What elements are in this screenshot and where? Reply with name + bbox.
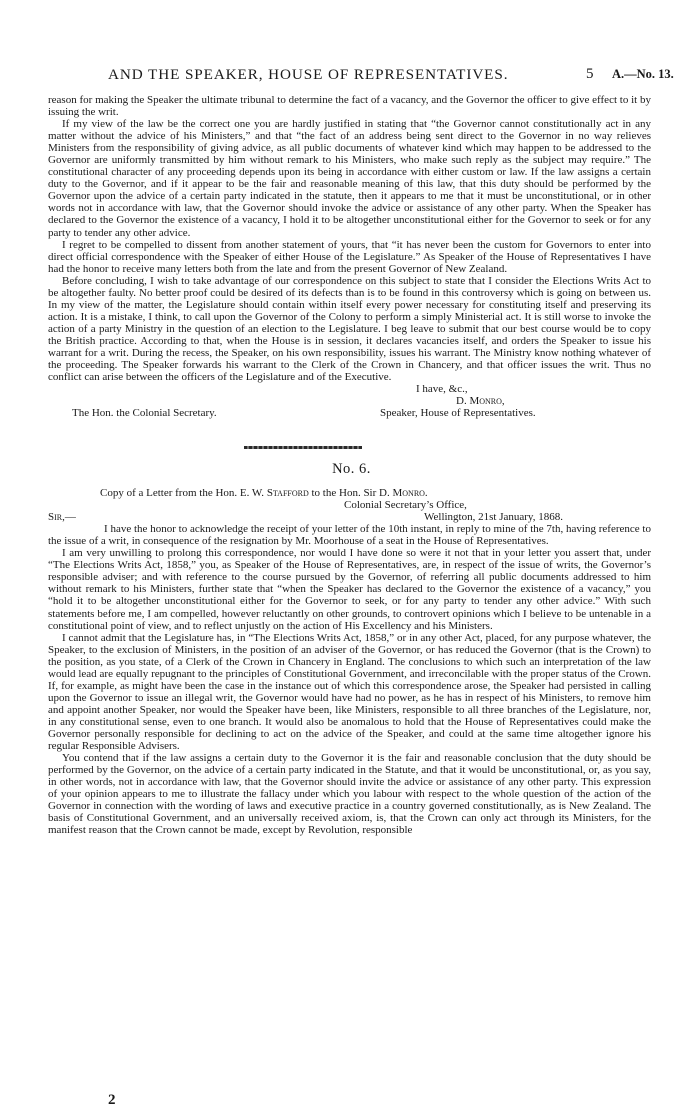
salutation: Sir,— — [48, 511, 76, 524]
caption-middle: to the Hon. Sir D. — [311, 487, 390, 500]
paragraph: You contend that if the law assigns a certain duty to the Governor it is the fair and reasonable conclusion that the duty should be performed by the Governor, on the advice of a certain party indicated in the Statute, and that it would be unconstitutional, or, as you say, in other words, not in accordance with law, that the Governor should invite the advice or assistance of any other party. This expression of your opinion appears to me to illustrate the fallacy under which you labour with respect to the whole question of the action of the Governor in connection with the wording of laws and executive practice in a country governed constitutionally, as is New Zealand. The basis of Constitutional Government, and an universally received axiom, is, that the Crown can only act through its Ministers, for the manifest reason that the Crown cannot be made, except by Revolution, responsible — [48, 752, 651, 837]
signatory-name: D. Monro, — [456, 395, 505, 408]
paragraph: If my view of the law be the correct one you are hardly justified in stating that “the Governor cannot constitutionally act in any matter without the advice of his Ministers,” and that “the fact of an address being sent direct to the Governor in no way relieves Ministers from the responsibility of giving advice, as all public documents of whatever kind which may happen to be addressed to the Governor are uniformly transmitted by him without remark to his Ministers, who make such reply as the subject may require.” The constitutional character of any proceeding depends upon its being in accordance with either custom or law. If the law assigns a certain duty to the Governor, and if it appear to be the fair and reasonable meaning of this law, that this duty should be performed by the Governor upon the advice of a certain party indicated in the statute, then it appears to me that it must be unconstitutional, or in other words not in accordance with law, that the Governor should invoke the advice or assistance of any other party. When the Speaker has declared to the Governor the existence of a vacancy, I hold it to be altogether unconstitutional either for the Governor to seek or for any party to tender any other advice. — [48, 118, 651, 239]
document-reference: A.—No. 13. — [612, 67, 674, 81]
letter-address-block — [48, 499, 651, 523]
header-title: AND THE SPEAKER, HOUSE OF REPRESENTATIVES. — [108, 66, 509, 83]
page-number: 5 — [586, 66, 594, 82]
paragraph: I am very unwilling to prolong this correspondence, nor would I have done so were it not that in your letter you assert that, under “The Elections Writs Act, 1858,” you, as Speaker of the House of Representatives, are, in respect of the issue of writs, the Governor’s responsible adviser; and with reference to the course pursued by the Governor, of referring all public documents addressed to him without remark to his Ministers, further state that “when the Speaker has declared to the Governor the existence of a vacancy,” you “hold it to be altogether unconstitutional either for the Governor to seek, or for any party to tender any other advice.” With such statements before me, I am compelled, however reluctantly on other grounds, to controvert opinions which I believe to be untenable in a constitutional point of view, and to reflect unjustly on the action of His Excellency and his Ministers. — [48, 547, 651, 632]
document-number: No. 6. — [332, 461, 371, 478]
letter-date: Wellington, 21st January, 1868. — [424, 511, 563, 524]
body-text — [48, 94, 651, 836]
paragraph: I have the honor to acknowledge the receipt of your letter of the 10th instant, in reply to mine of the 7th, having reference to the issue of a writ, in consequence of the resignation by Mr. Moorhouse of a seat in the House of Representatives. — [48, 523, 651, 548]
letter-caption — [48, 487, 651, 499]
caption-sender: Stafford — [266, 487, 309, 500]
sender-office: Colonial Secretary’s Office, — [344, 499, 467, 512]
addressee: The Hon. the Colonial Secretary. — [72, 407, 217, 420]
paragraph: I regret to be compelled to dissent from another statement of yours, that “it has never been the custom for Governors to enter into direct official correspondence with the Speaker of either House of the Legislature.” As Speaker of the House of Representatives I have had the honor to receive many letters both from the late and from the present Governor of New Zealand. — [48, 238, 651, 275]
paragraph: I cannot admit that the Legislature has, in “The Elections Writs Act, 1858,” or in any other Act, placed, for any purpose whatever, the Speaker, to the exclusion of Ministers, in the position of an adviser of the Governor, or has reduced the Governor (that is the Crown) to the position, as you state, of a Clerk of the Crown in Chancery in England. The conclusions to which such an interpretation of the law would lead are equally repugnant to the principles of Constitutional Government, and irreconcilable with the proper status of the Crown. If, for example, as might have been the case in the instance out of which this correspondence arose, the Speaker had persisted in calling upon the Governor to issue an illegal writ, the Governor would have had no power, as he has in respect of his Ministers, to remove him and appoint another Speaker, nor would the Speaker have been, like Ministers, responsible to all three branches of the Legislature, nor, in any constitutional sense, even to one branch. It would also be anomalous to hold that the House of Representatives could make the Governor personally responsible for declining to act on the advice of the Speaker, and could at the same time altogether ignore his regular Responsible Advisers. — [48, 631, 651, 753]
caption-recipient: Monro. — [392, 487, 428, 500]
paragraph: Before concluding, I wish to take advantage of our correspondence on this subject to state that I consider the Elections Writs Act to be altogether faulty. No better proof could be desired of its defects than is to be found in this controversy which is going on between us. In my view of the matter, the Legislature should contain within itself every power necessary for constituting itself and preserving its action. It is a mistake, I think, to call upon the Governor of the Colony to perform a simply Ministerial act. It is still worse to invoke the action of a party Ministry in the question of an election to the Legislature. I beg leave to submit that our best course would be to copy the British practice. According to that, when the House is in session, it declares vacancies itself, and orders the Speaker to issue his warrant for a writ. During the recess, the Speaker, on his own responsibility, issues his warrant. The Ministry know nothing whatever of the proceeding. The Speaker forwards his warrant to the Clerk of the Crown in Chancery, and that officer issues the writ. Thus no conflict can arise between the officers of the Legislature and of the Executive. — [48, 274, 651, 384]
signature-block — [48, 383, 651, 432]
signatory-title: Speaker, House of Representatives. — [380, 407, 536, 420]
closing-phrase: I have, &c., — [416, 383, 468, 396]
paragraph: reason for making the Speaker the ultimate tribunal to determine the fact of a vacancy, and the Governor the officer to give effect to it by issuing the writ. — [48, 94, 651, 119]
sheet-signature-mark: 2 — [108, 1092, 116, 1108]
caption-prefix: Copy of a Letter from the Hon. E. W. — [100, 487, 265, 500]
section-divider — [244, 446, 362, 449]
running-header — [0, 66, 700, 88]
